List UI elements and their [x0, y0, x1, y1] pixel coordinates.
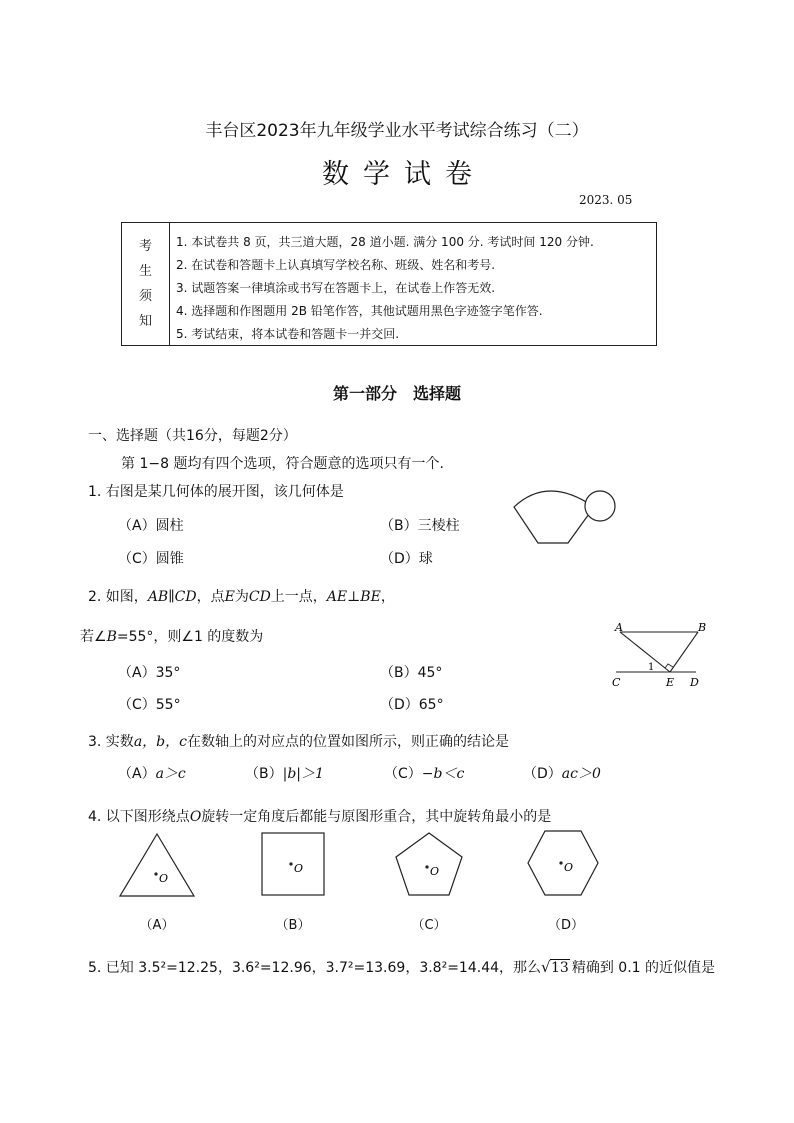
q2-stem-text: ，点: [196, 589, 225, 605]
center-label: O: [159, 872, 169, 885]
q2-stem-text: 上一点，: [270, 589, 327, 605]
label-d: D: [690, 676, 699, 689]
sqrt-sign: √: [541, 958, 551, 976]
notice-item: 2. 在试卷和答题卡上认真填写学校名称、班级、姓名和考号.: [176, 258, 496, 272]
q2-stem: [88, 586, 395, 606]
part-title: 第一部分 选择题: [332, 384, 461, 403]
notice-label: [122, 223, 170, 345]
option-expr: ac＞0: [561, 766, 601, 782]
q4-option-b: （B）: [275, 918, 311, 933]
q4-option-d: （D）: [547, 918, 584, 933]
notice-item: 1. 本试卷共 8 页，共三道大题，28 道小题. 满分 100 分. 考试时间 120 分钟.: [176, 235, 594, 249]
exam-title: 数学试卷: [322, 159, 486, 190]
q5-stem-text: 精确到 0.1 的近似值是: [571, 960, 716, 976]
q2-stem-text: ，: [380, 589, 395, 605]
q2-stem-math: AE⊥BE: [326, 589, 381, 605]
center-point: [289, 862, 292, 865]
notice-item: 5. 考试结束，将本试卷和答题卡一并交回.: [176, 327, 400, 341]
option-expr: −b＜c: [421, 766, 465, 782]
circle-base: [585, 491, 615, 521]
q2-option-c: （C）55°: [118, 697, 181, 713]
option-label: （D）: [523, 766, 562, 782]
triangle-shape: [120, 834, 194, 896]
option-label: （B）: [245, 766, 283, 782]
center-point: [559, 861, 562, 864]
notice-label-char: 考: [138, 239, 152, 254]
q3-stem-math: a，b，c: [133, 734, 187, 750]
q4-stem-math: O: [189, 809, 202, 825]
q3-stem: [88, 731, 509, 751]
notice-label-char: 生: [138, 264, 152, 279]
q1-net-figure: [508, 485, 618, 547]
q2-stem-line2: [80, 626, 263, 646]
q1-option-a: （A）圆柱: [118, 518, 184, 534]
exam-subtitle: 丰台区2023年九年级学业水平考试综合练习（二）: [205, 121, 589, 141]
q2-figure: [608, 620, 708, 690]
q1-option-d: （D）球: [380, 551, 433, 567]
q3-option-b: [245, 763, 324, 783]
option-expr: |b|＞1: [282, 766, 324, 782]
q2-stem-math: B: [106, 629, 117, 645]
q2-stem-text: =55°，则∠1 的度数为: [116, 629, 264, 645]
q4-stem-text: 4. 以下图形绕点: [88, 809, 190, 825]
q4-option-a: （A）: [139, 918, 175, 933]
label-e: E: [666, 676, 675, 689]
section-note: 第 1−8 题均有四个选项，符合题意的选项只有一个.: [121, 456, 444, 472]
q1-option-b: （B）三棱柱: [380, 518, 460, 534]
pentagon-shape: [396, 833, 462, 895]
hexagon-shape: [528, 831, 598, 895]
notice-label-char: 须: [138, 289, 152, 304]
q2-stem-text: 若∠: [80, 629, 107, 645]
q3-option-a: [118, 763, 186, 783]
q2-stem-math: CD: [248, 589, 271, 605]
center-label: O: [564, 861, 574, 874]
q2-option-b: （B）45°: [380, 665, 443, 681]
q2-stem-math: AB∥CD: [147, 589, 197, 605]
center-point: [154, 872, 157, 875]
segment-ae: [620, 632, 670, 672]
notice-box: [121, 222, 657, 346]
sector-shape: [514, 491, 594, 543]
center-point: [425, 865, 428, 868]
segment-be: [670, 632, 698, 672]
q2-option-d: （D）65°: [380, 697, 444, 713]
q4-stem: [88, 806, 551, 826]
right-angle-mark: [665, 664, 673, 668]
sqrt-radicand: 13: [551, 960, 569, 976]
q4-hexagon-figure: [527, 829, 599, 897]
q3-option-d: [523, 763, 601, 783]
q3-stem-text: 在数轴上的对应点的位置如图所示，则正确的结论是: [186, 734, 509, 750]
exam-date: 2023. 05: [579, 193, 633, 207]
q2-stem-math: E: [224, 589, 235, 605]
q2-stem-text: 2. 如图，: [88, 589, 148, 605]
q4-pentagon-figure: [394, 831, 464, 897]
label-c: C: [612, 676, 621, 689]
center-label: O: [430, 865, 440, 878]
q2-option-a: （A）35°: [118, 665, 181, 681]
label-b: B: [698, 621, 707, 634]
q5-stem-text: 5. 已知 3.5²=12.25，3.6²=12.96，3.7²=13.69，3.8²=14.44，那么: [88, 960, 542, 976]
option-label: （C）: [384, 766, 422, 782]
q1-stem: 1. 右图是某几何体的展开图，该几何体是: [88, 484, 344, 500]
option-label: （A）: [118, 766, 156, 782]
label-a: A: [615, 621, 623, 634]
q2-stem-text: 为: [234, 589, 249, 605]
q4-option-c: （C）: [411, 918, 447, 933]
square-shape: [262, 833, 324, 895]
sqrt-expression: [541, 960, 570, 976]
notice-label-char: 知: [138, 314, 152, 329]
notice-item: 3. 试题答案一律填涂或书写在答题卡上，在试卷上作答无效.: [176, 281, 496, 295]
notice-list: [170, 223, 656, 345]
q5-stem: [88, 957, 715, 977]
q4-stem-text: 旋转一定角度后都能与原图形重合，其中旋转角最小的是: [201, 809, 552, 825]
q3-option-c: [384, 763, 464, 783]
option-expr: a＞c: [155, 766, 186, 782]
q3-stem-text: 3. 实数: [88, 734, 134, 750]
q4-square-figure: [261, 832, 325, 896]
q4-triangle-figure: [118, 832, 196, 898]
section-heading: 一、选择题（共16分，每题2分）: [88, 428, 297, 444]
label-angle-1: 1: [648, 662, 655, 673]
q1-option-c: （C）圆锥: [118, 551, 184, 567]
center-label: O: [294, 862, 304, 875]
notice-item: 4. 选择题和作图题用 2B 铅笔作答，其他试题用黑色字迹签字笔作答.: [176, 304, 543, 318]
